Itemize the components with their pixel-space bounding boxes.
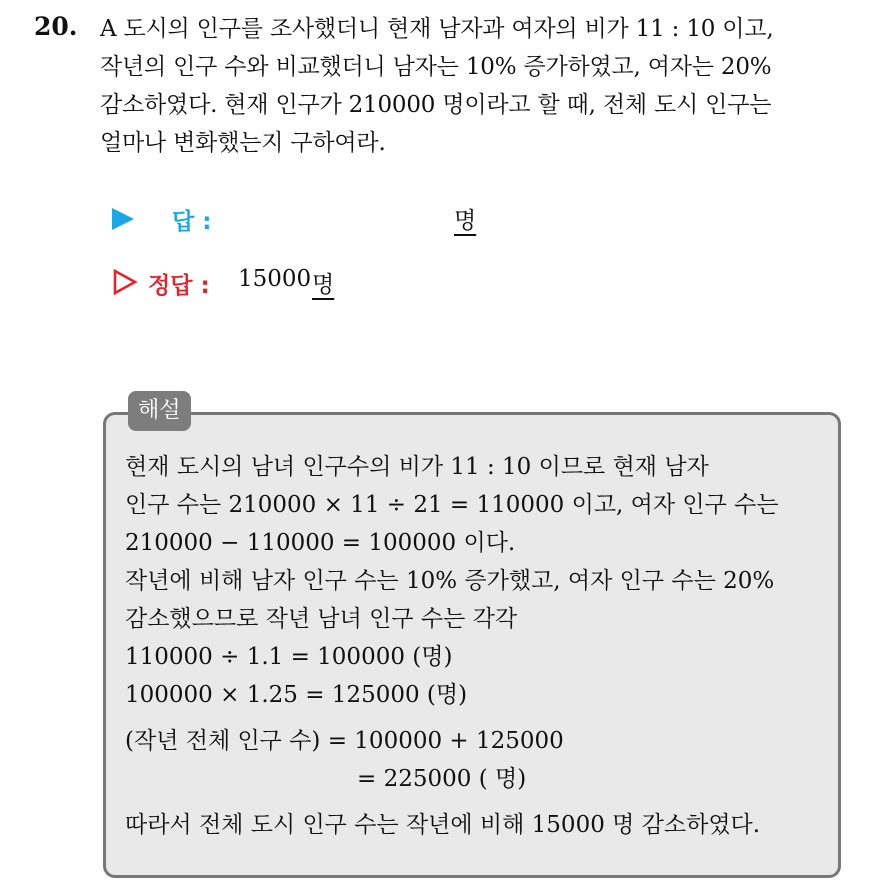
explanation-tab: 해설 (128, 391, 191, 431)
correct-answer-unit: 명 (312, 272, 335, 298)
question-text (100, 10, 870, 162)
explanation-text (125, 448, 825, 844)
explanation-line: 인구 수는 210000 × 11 ÷ 21 = 110000 이고, 여자 인구 수는 (125, 492, 779, 518)
question-number: 20. (34, 12, 78, 41)
explanation-line: 현재 도시의 남녀 인구수의 비가 11 : 10 이므로 현재 남자 (125, 454, 709, 480)
question-line: A 도시의 인구를 조사했더니 현재 남자과 여자의 비가 11 : 10 이고, (100, 16, 774, 42)
question-line: 작년의 인구 수와 비교했더니 남자는 10% 증가하였고, 여자는 20% (100, 54, 772, 80)
explanation-line: 210000 − 110000 = 100000 이다. (125, 530, 516, 556)
question-line: 얼마나 변화했는지 구하여라. (100, 130, 386, 156)
answer-unit: 명 (454, 208, 477, 234)
explanation-line: 100000 × 1.25 = 125000 (명) (125, 682, 468, 708)
explanation-line: 감소했으므로 작년 남녀 인구 수는 각각 (125, 606, 518, 632)
explanation-line: 작년에 비해 남자 인구 수는 10% 증가했고, 여자 인구 수는 20% (125, 568, 775, 594)
answer-label: 답 : (172, 209, 212, 235)
explanation-conclusion: 따라서 전체 도시 인구 수는 작년에 비해 15000 명 감소하였다. (125, 812, 761, 838)
question-line: 감소하였다. 현재 인구가 210000 명이라고 할 때, 전체 도시 인구는 (100, 92, 772, 118)
answer-row (112, 200, 512, 240)
correct-answer-value: 15000 (238, 266, 312, 292)
correct-answer-label: 정답 : (148, 273, 210, 299)
explanation-line: 110000 ÷ 1.1 = 100000 (명) (125, 644, 453, 670)
filled-triangle-play-icon (112, 208, 134, 230)
total-equation-result: = 225000 ( 명) (357, 766, 527, 792)
total-equation-line: (작년 전체 인구 수) = 100000 + 125000 (125, 728, 564, 754)
outline-triangle-play-icon (112, 269, 138, 295)
correct-answer-row (112, 264, 512, 304)
